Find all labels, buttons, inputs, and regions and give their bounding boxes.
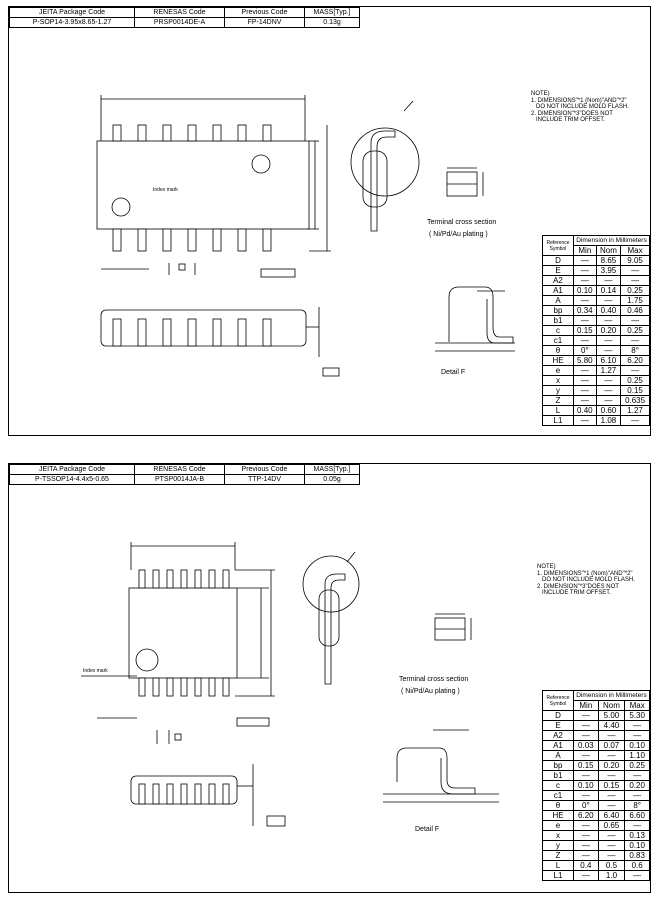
dimension-min: — (574, 396, 597, 406)
nom-header: Nom (596, 246, 620, 256)
dimension-row (543, 386, 650, 396)
renesas-code: PRSP0014DE-A (135, 18, 225, 28)
dimension-row (543, 376, 650, 386)
min-header: Min (574, 246, 597, 256)
dimension-nom: — (596, 396, 620, 406)
dimension-sym: L1 (543, 416, 574, 426)
index-mark-circle (136, 649, 158, 671)
dimension-max: — (621, 336, 650, 346)
dimension-row (543, 366, 650, 376)
dimension-min: — (574, 721, 599, 731)
dimension-max: — (621, 366, 650, 376)
package-notes: NOTE) 1. DIMENSIONS"*1 (Nom)"AND"*2" DO NOT INCLUDE MOLD FLASH. 2. DIMENSION"*3"DOES NOT INCLUDE TRIM OFFSET. (537, 564, 635, 596)
dimension-max: 1.27 (621, 406, 650, 416)
dimension-nom: — (596, 336, 620, 346)
mass-value: 0.13g (305, 18, 360, 28)
header-mass-label: MASS[Typ.] (305, 8, 360, 18)
dimension-row (543, 801, 650, 811)
dimension-sym: Z (543, 396, 574, 406)
dimension-min: — (574, 336, 597, 346)
dimension-sym: HE (543, 356, 574, 366)
dimension-sym: x (543, 831, 574, 841)
dimension-nom: 6.10 (596, 356, 620, 366)
dimension-min: 0.34 (574, 306, 597, 316)
dimension-row (543, 711, 650, 721)
dimension-row (543, 731, 650, 741)
dimension-sym: bp (543, 306, 574, 316)
dimension-nom: — (596, 376, 620, 386)
dimension-max: 6.20 (621, 356, 650, 366)
dimension-sym: θ (543, 346, 574, 356)
terminal-plating-label: ( Ni/Pd/Au plating ) (429, 231, 488, 238)
dimension-sym: b1 (543, 316, 574, 326)
dimension-sym: A1 (543, 741, 574, 751)
dimension-row (543, 296, 650, 306)
dimension-nom: — (598, 771, 625, 781)
dimension-sym: A2 (543, 276, 574, 286)
ref-symbol-header: Reference Symbol (543, 236, 574, 256)
dimension-min: — (574, 416, 597, 426)
dimension-min: — (574, 841, 599, 851)
header-jeita-label: JEITA Package Code (10, 465, 135, 475)
dimension-sym: c (543, 781, 574, 791)
min-header: Min (574, 701, 599, 711)
dimension-sym: Z (543, 851, 574, 861)
dimension-max: — (625, 791, 650, 801)
dimension-row (543, 306, 650, 316)
dimension-row (543, 871, 650, 881)
dimension-nom: 0.20 (598, 761, 625, 771)
dimension-nom: 0.65 (598, 821, 625, 831)
nom-header: Nom (598, 701, 625, 711)
top-view-body (129, 588, 237, 678)
dimension-nom: 8.65 (596, 256, 620, 266)
dimension-max: 0.83 (625, 851, 650, 861)
dimension-min: 0.10 (574, 781, 599, 791)
detail-circle (351, 128, 419, 196)
dimension-nom: 1.0 (598, 871, 625, 881)
dimension-nom: — (598, 751, 625, 761)
previous-code: FP-14DNV (225, 18, 305, 28)
index-mark-label: Index mark (153, 187, 178, 193)
dimension-sym: L1 (543, 871, 574, 881)
terminal-plating-label: ( Ni/Pd/Au plating ) (401, 688, 460, 695)
dimension-min: — (574, 791, 599, 801)
dimension-max: — (625, 821, 650, 831)
dimension-min: 0.15 (574, 761, 599, 771)
dimension-nom: — (598, 841, 625, 851)
dimension-max: — (625, 731, 650, 741)
dimension-min: — (574, 871, 599, 881)
dimension-row (543, 831, 650, 841)
dimension-nom: 0.20 (596, 326, 620, 336)
dimension-row (543, 861, 650, 871)
dimension-sym: D (543, 711, 574, 721)
dimension-sym: θ (543, 801, 574, 811)
dimension-max: 9.05 (621, 256, 650, 266)
dimension-max: 0.13 (625, 831, 650, 841)
dimension-nom: — (598, 801, 625, 811)
dimension-row (543, 761, 650, 771)
dimension-min: 0.4 (574, 861, 599, 871)
detail-f-label: Detail F (415, 826, 440, 833)
dimension-row (543, 256, 650, 266)
dimension-max: 0.25 (621, 326, 650, 336)
dimension-nom: 6.40 (598, 811, 625, 821)
terminal-cross-section-title: Terminal cross section (399, 676, 469, 683)
dimension-max: 0.25 (625, 761, 650, 771)
dimension-max: — (625, 771, 650, 781)
dimension-sym: e (543, 821, 574, 831)
dimension-nom: — (598, 851, 625, 861)
dimension-sym: bp (543, 761, 574, 771)
max-header: Max (625, 701, 650, 711)
package-sheet-sop14 (8, 6, 651, 436)
dimension-min: — (574, 731, 599, 741)
dimension-max: 0.20 (625, 781, 650, 791)
dimension-max: 0.25 (621, 376, 650, 386)
dimension-max: — (621, 276, 650, 286)
dimension-sym: c1 (543, 336, 574, 346)
dimension-min: 0° (574, 801, 599, 811)
dimension-nom: — (598, 791, 625, 801)
dimension-row (543, 276, 650, 286)
dimension-max: 0.46 (621, 306, 650, 316)
dimension-row (543, 851, 650, 861)
previous-code: TTP-14DV (225, 475, 305, 485)
jeita-code: P-TSSOP14-4.4x5-0.65 (10, 475, 135, 485)
dimension-min: — (574, 771, 599, 781)
dimension-max: 8° (625, 801, 650, 811)
dimension-sym: L (543, 406, 574, 416)
dimension-min: — (574, 376, 597, 386)
dimension-table (542, 235, 650, 426)
dimension-nom: 5.00 (598, 711, 625, 721)
dimension-row (543, 406, 650, 416)
dimension-sym: HE (543, 811, 574, 821)
dimension-nom: 0.40 (596, 306, 620, 316)
dimension-nom: — (596, 316, 620, 326)
dimension-row (543, 791, 650, 801)
header-previous-label: Previous Code (225, 465, 305, 475)
dimension-sym: L (543, 861, 574, 871)
dimension-nom: — (596, 276, 620, 286)
dimension-row (543, 396, 650, 406)
header-renesas-label: RENESAS Code (135, 8, 225, 18)
dimension-min: 6.20 (574, 811, 599, 821)
dimension-row (543, 821, 650, 831)
dimension-sym: c1 (543, 791, 574, 801)
dimension-sym: D (543, 256, 574, 266)
top-view-body (97, 141, 309, 229)
dimension-nom: 1.27 (596, 366, 620, 376)
dimension-header: Dimension in Millimeters (574, 691, 650, 701)
package-notes: NOTE) 1. DIMENSIONS"*1 (Nom)"AND"*2" DO NOT INCLUDE MOLD FLASH. 2. DIMENSION"*3"DOES NOT INCLUDE TRIM OFFSET. (531, 91, 629, 123)
dimension-max: 0.15 (621, 386, 650, 396)
dimension-max: 0.6 (625, 861, 650, 871)
dimension-max: 8° (621, 346, 650, 356)
dimension-max: 0.10 (625, 741, 650, 751)
dimension-sym: y (543, 841, 574, 851)
renesas-code: PTSP0014JA-B (135, 475, 225, 485)
dimension-min: — (574, 821, 599, 831)
dimension-nom: — (596, 386, 620, 396)
dimension-min: 0.10 (574, 286, 597, 296)
detail-f-label: Detail F (441, 369, 466, 376)
dimension-row (543, 266, 650, 276)
dimension-max: — (621, 416, 650, 426)
dimension-min: — (574, 316, 597, 326)
dimension-sym: A2 (543, 731, 574, 741)
dimension-row (543, 751, 650, 761)
dimension-max: 0.25 (621, 286, 650, 296)
dimension-nom: 1.08 (596, 416, 620, 426)
dimension-max: 6.60 (625, 811, 650, 821)
dimension-max: 1.75 (621, 296, 650, 306)
dimension-row (543, 841, 650, 851)
dimension-nom: 0.5 (598, 861, 625, 871)
dimension-sym: E (543, 266, 574, 276)
dimension-sym: x (543, 376, 574, 386)
dimension-row (543, 356, 650, 366)
dimension-nom: — (598, 731, 625, 741)
dimension-sym: E (543, 721, 574, 731)
dimension-min: — (574, 266, 597, 276)
dimension-nom: 0.14 (596, 286, 620, 296)
dimension-row (543, 741, 650, 751)
dimension-nom: — (596, 346, 620, 356)
dimension-header: Dimension in Millimeters (574, 236, 650, 246)
dimension-sym: c (543, 326, 574, 336)
terminal-cross-section-title: Terminal cross section (427, 219, 497, 226)
jeita-code: P-SOP14-3.95x8.65-1.27 (10, 18, 135, 28)
dimension-min: 5.80 (574, 356, 597, 366)
dimension-row (543, 316, 650, 326)
dimension-row (543, 781, 650, 791)
dimension-min: 0.03 (574, 741, 599, 751)
dimension-sym: A1 (543, 286, 574, 296)
ref-symbol-header: Reference Symbol (543, 691, 574, 711)
header-jeita-label: JEITA Package Code (10, 8, 135, 18)
dimension-nom: 0.07 (598, 741, 625, 751)
dimension-nom: — (596, 296, 620, 306)
max-header: Max (621, 246, 650, 256)
dimension-max: — (621, 316, 650, 326)
dimension-max: — (621, 266, 650, 276)
dimension-row (543, 771, 650, 781)
dimension-sym: A (543, 751, 574, 761)
dimension-row (543, 416, 650, 426)
header-mass-label: MASS[Typ.] (305, 465, 360, 475)
header-renesas-label: RENESAS Code (135, 465, 225, 475)
dimension-row (543, 721, 650, 731)
dimension-max: — (625, 871, 650, 881)
dimension-max: 1.10 (625, 751, 650, 761)
dimension-row (543, 346, 650, 356)
dimension-min: — (574, 386, 597, 396)
dimension-min: — (574, 276, 597, 286)
dimension-table (542, 690, 650, 881)
dimension-min: — (574, 366, 597, 376)
side-view-body (101, 310, 306, 346)
dimension-max: — (625, 721, 650, 731)
pin1-circle (252, 155, 270, 173)
dimension-sym: b1 (543, 771, 574, 781)
dimension-row (543, 286, 650, 296)
dimension-nom: — (598, 831, 625, 841)
dimension-max: 0.635 (621, 396, 650, 406)
dimension-nom: 4.40 (598, 721, 625, 731)
dimension-sym: y (543, 386, 574, 396)
dimension-min: 0.40 (574, 406, 597, 416)
dimension-min: — (574, 751, 599, 761)
mass-value: 0.05g (305, 475, 360, 485)
index-mark-label: Index mark (83, 668, 108, 674)
dimension-row (543, 811, 650, 821)
dimension-nom: 0.15 (598, 781, 625, 791)
dimension-nom: 0.60 (596, 406, 620, 416)
dimension-min: 0° (574, 346, 597, 356)
dimension-min: — (574, 256, 597, 266)
dimension-min: — (574, 831, 599, 841)
dimension-row (543, 326, 650, 336)
dimension-min: — (574, 296, 597, 306)
dimension-min: — (574, 711, 599, 721)
dimension-max: 0.10 (625, 841, 650, 851)
dimension-min: — (574, 851, 599, 861)
dimension-sym: A (543, 296, 574, 306)
dimension-sym: e (543, 366, 574, 376)
dimension-max: 5.30 (625, 711, 650, 721)
package-sheet-tssop14 (8, 463, 651, 893)
index-mark-circle (112, 198, 130, 216)
header-previous-label: Previous Code (225, 8, 305, 18)
dimension-row (543, 336, 650, 346)
dimension-min: 0.15 (574, 326, 597, 336)
dimension-nom: 3.95 (596, 266, 620, 276)
